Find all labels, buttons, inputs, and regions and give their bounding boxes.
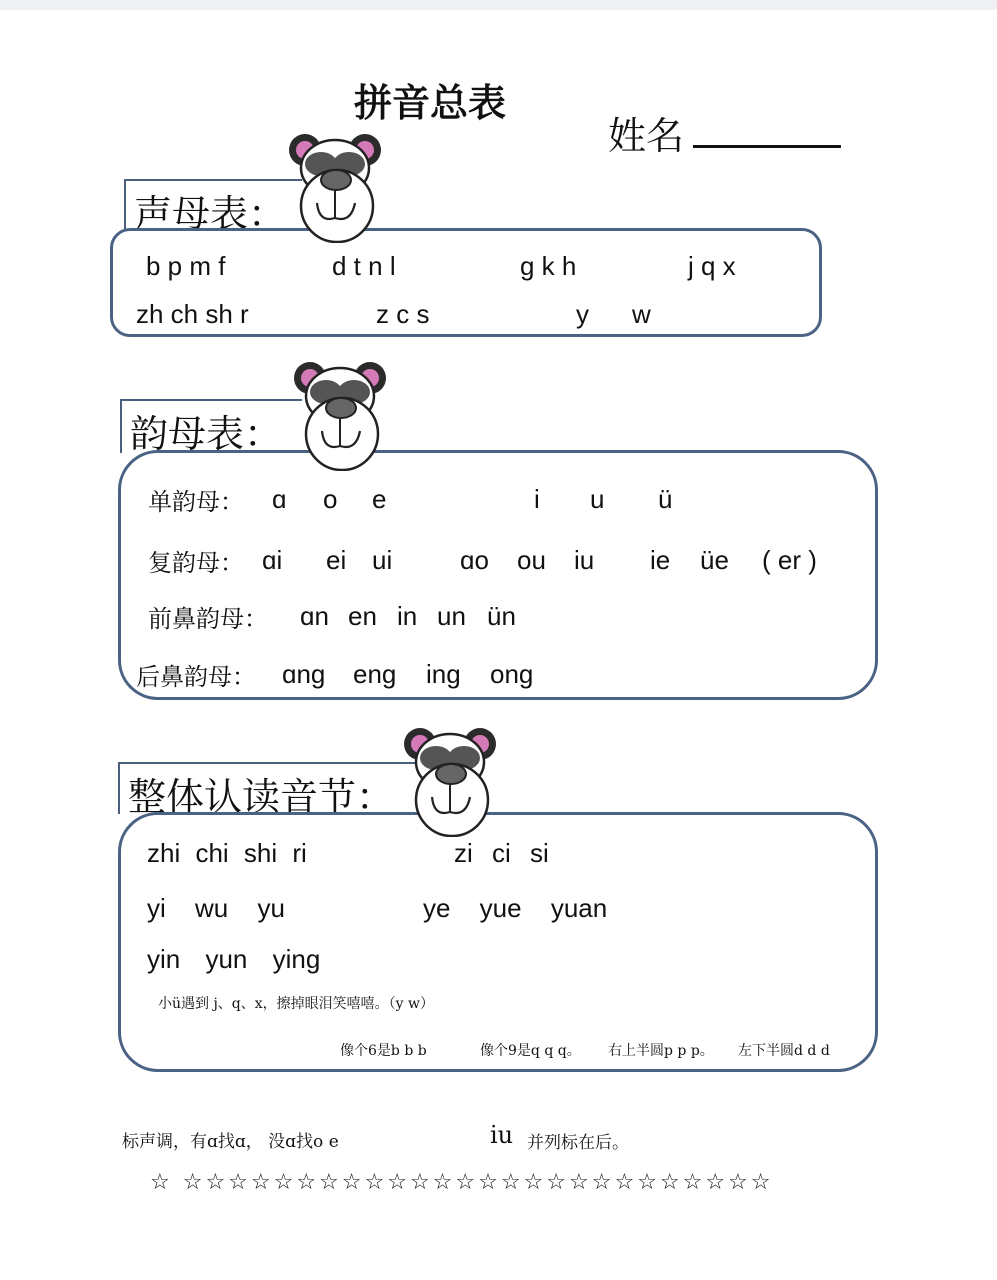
name-blank-line[interactable] xyxy=(693,145,841,148)
initials-group: j q x xyxy=(688,251,736,281)
syllable-group: zhi chi shi ri xyxy=(147,838,307,868)
final: in xyxy=(397,601,418,631)
final: ing xyxy=(426,659,461,689)
tone-rule-iu: iu xyxy=(490,1121,514,1149)
syllable-group: zi ci si xyxy=(454,838,549,868)
final: ui xyxy=(372,545,393,575)
final: ü xyxy=(658,484,673,514)
hint: 左下半圆d d d xyxy=(738,1043,830,1059)
final: ei xyxy=(326,545,347,575)
initials-heading: 声母表： xyxy=(124,179,302,229)
tone-rule: 标声调，有ɑ找ɑ， 没ɑ找o e xyxy=(122,1132,339,1152)
top-strip xyxy=(0,0,997,10)
initials-group: zh ch sh r xyxy=(136,299,249,329)
final: ün xyxy=(487,601,516,631)
u-rule-note: 小ü遇到 j、q、x，擦掉眼泪笑嘻嘻。（y w） xyxy=(158,996,435,1012)
final: eng xyxy=(353,659,397,689)
final: i xyxy=(534,484,540,514)
final: iu xyxy=(574,545,595,575)
finals-heading: 韵母表： xyxy=(120,399,302,453)
back-nasal-label: 后鼻韵母： xyxy=(136,663,256,691)
syllable-group: yi wu yu xyxy=(147,893,285,923)
final: ɑ xyxy=(272,484,287,514)
hint: 像个6是b b b xyxy=(340,1043,427,1059)
initials-group: d t n l xyxy=(332,251,396,281)
final: en xyxy=(348,601,377,631)
whole-syllables-heading: 整体认读音节： xyxy=(118,762,416,814)
panda-icon xyxy=(290,356,390,471)
initials-group: y xyxy=(576,299,589,329)
final: ( er ) xyxy=(762,545,817,575)
final: un xyxy=(437,601,466,631)
panda-icon xyxy=(400,722,500,837)
syllable-group: yin yun ying xyxy=(147,944,321,974)
final: ɑng xyxy=(282,659,326,689)
initials-group: b p m f xyxy=(146,251,226,281)
final: ie xyxy=(650,545,671,575)
final: ɑi xyxy=(262,545,283,575)
name-label: 姓名 xyxy=(608,114,685,158)
initials-group: z c s xyxy=(376,299,430,329)
tone-rule-end: 并列标在后。 xyxy=(527,1133,629,1153)
hint: 像个9是q q q。 xyxy=(480,1043,581,1059)
final: ou xyxy=(517,545,546,575)
panda-icon xyxy=(285,128,385,243)
final: ɑo xyxy=(460,545,489,575)
hint: 右上半圆p p p。 xyxy=(608,1043,714,1059)
final: üe xyxy=(700,545,729,575)
final: ɑn xyxy=(300,601,329,631)
final: u xyxy=(590,484,605,514)
initials-group: w xyxy=(632,299,651,329)
final: e xyxy=(372,484,387,514)
compound-finals-label: 复韵母： xyxy=(148,549,244,577)
simple-finals-label: 单韵母： xyxy=(148,488,244,516)
syllable-group: ye yue yuan xyxy=(423,893,608,923)
final: o xyxy=(323,484,338,514)
page-title: 拼音总表 xyxy=(354,80,507,125)
star-row: ☆ ☆☆☆☆☆☆☆☆☆☆☆☆☆☆☆☆☆☆☆☆☆☆☆☆☆☆ xyxy=(150,1170,774,1195)
initials-group: g k h xyxy=(520,251,577,281)
front-nasal-label: 前鼻韵母： xyxy=(148,605,268,633)
final: ong xyxy=(490,659,534,689)
